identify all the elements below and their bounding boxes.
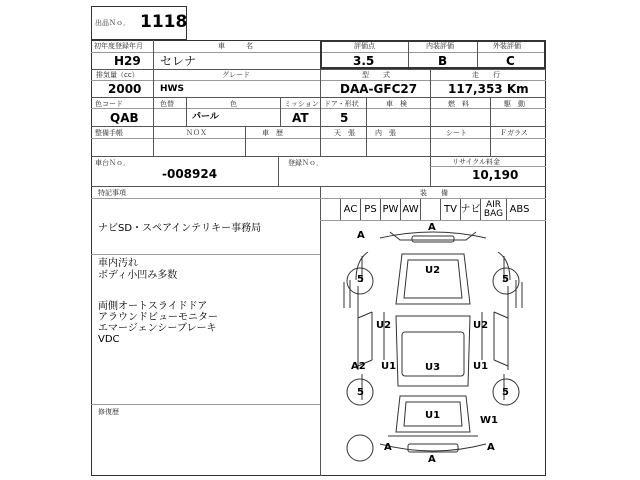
equipment-label: 装 備 [420,189,448,197]
equipment-item [420,199,440,220]
chassis-value: -008924 [162,167,218,181]
mission-value: AT [292,111,309,125]
chassis-label: 車台Ｎｏ． [95,159,130,167]
damage-rear: A [428,454,436,465]
manual-label: 整備手帳 [95,129,123,137]
damage-roof: U3 [425,362,441,373]
color-code-value: QAB [110,111,139,125]
car-name-label: 車 名 [218,42,253,50]
equipment-item: AW [400,199,420,220]
damage-left-a2: A2 [351,361,366,372]
interior-label: 内装評価 [426,42,454,50]
score-value: 3.5 [353,54,375,68]
damage-rear-left: A [384,442,392,453]
interior-value: B [438,54,448,68]
fuel-label: 燃 料 [448,100,469,108]
sunroof-label: 天 張 [334,129,355,137]
car-name-value: セレナ [160,54,197,68]
mileage-value: 117,353 Km [448,82,529,96]
damage-left-front-door: U2 [376,320,392,331]
notes-block3-line1: 両側オートスライドドア [98,301,208,312]
grade-value: HWS [160,84,184,94]
color-code-label: 色コード [95,100,123,108]
damage-wheel-rear-left: 5 [357,387,364,398]
history-label: 車 歴 [262,129,283,137]
equipment-item: PW [380,199,400,220]
nox-label: ＮＯＸ [186,129,207,137]
drive-label: 駆 動 [504,100,525,108]
exterior-label: 外装評価 [493,42,521,50]
damage-wheel-rear-right: 5 [502,387,509,398]
equipment-item: ナビ [460,199,480,220]
notes-block3-line4: VDC [98,334,120,345]
notes-block2-line1: 車内汚れ [98,258,138,269]
color-label: 色 [230,100,237,108]
lot-label: 出品Ｎｏ． [95,19,130,27]
car-diagram [320,220,546,476]
score-label: 評価点 [354,42,375,50]
notes-block2-line2: ボディ小凹み多数 [98,270,178,281]
damage-front: A [428,222,436,233]
damage-left-u1: U1 [381,361,397,372]
displacement-value: 2000 [108,82,142,96]
color-num-label: 色替 [160,100,174,108]
recycle-label: リサイクル料金 [452,158,501,166]
equipment-item: AIR BAG [480,199,506,220]
notes-label: 特記事項 [98,189,126,197]
repair-history-label: 修復歴 [98,408,119,416]
damage-right-front-door: U2 [473,320,489,331]
equipment-item: AC [340,199,360,220]
doors-label: ドア・形状 [324,100,359,108]
model-label: 型 式 [362,71,390,79]
inspection-label: 車 検 [386,100,407,108]
glass-label: Ｆガラス [500,129,528,137]
damage-hood: U2 [425,265,441,276]
equipment-item: ABS [506,199,532,220]
color-value: パール [192,112,219,122]
grade-label: グレード [222,71,250,79]
damage-wheel-front-right: 5 [502,274,509,285]
exterior-value: C [506,54,515,68]
registration-label: 登録Ｎｏ． [288,159,323,167]
seat-label: シート [446,129,467,137]
damage-front-left: A [357,230,365,241]
year-value: H29 [114,54,141,68]
model-value: DAA-GFC27 [340,82,418,96]
notes-block3-line2: アラウンドビューモニター [98,312,218,323]
damage-right-u1: U1 [473,361,489,372]
damage-rear-right: A [487,442,495,453]
interior-trim-label: 内 張 [375,129,396,137]
notes-line-1: ナビSD・スペアインテリキー事務局 [98,223,262,234]
year-label: 初年度登録年月 [94,42,143,50]
mileage-label: 走 行 [472,71,500,79]
notes-block3-line3: エマージェンシーブレーキ [98,323,217,334]
doors-value: 5 [340,111,349,125]
lot-number: 1118 [140,12,188,32]
equipment-item: TV [440,199,460,220]
damage-trunk: U1 [425,410,441,421]
mission-label: ミッション [284,100,319,108]
displacement-label: 排気量（cc） [96,71,139,79]
damage-wheel-front-left: 5 [357,274,364,285]
equipment-item: PS [360,199,380,220]
recycle-value: 10,190 [472,168,519,182]
damage-rear-w1: W1 [480,415,498,426]
